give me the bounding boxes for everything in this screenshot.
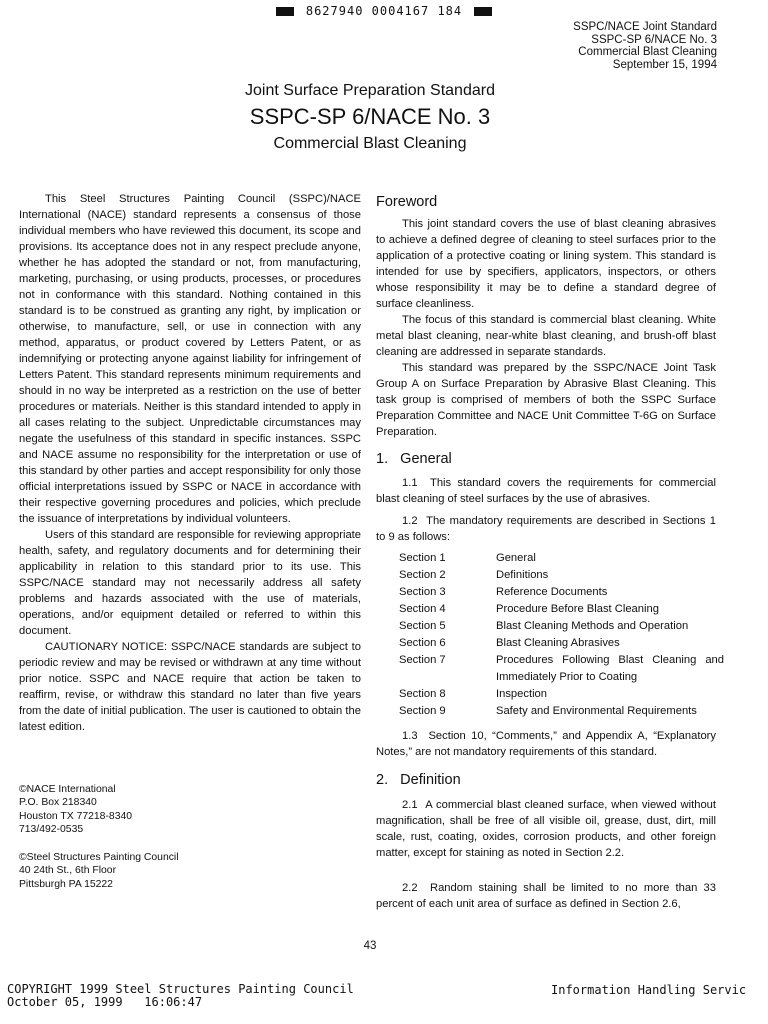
clause-text: Random staining shall be limited to no more than 33 percent of each unit area of surface as defined in Section 2.6, — [376, 882, 716, 910]
section-2-1 — [376, 797, 716, 861]
page-number: 43 — [363, 940, 377, 952]
section-number: Section 8 — [399, 688, 446, 700]
section-number: Section 5 — [399, 620, 446, 632]
foreword-paragraph: This joint standard covers the use of blast cleaning abrasives to achieve a defined degree of cleaning to steel surfaces prior to the application of a protective coating or lining system. This standard is intended for use by specifiers, applicators, inspectors, or others whose responsibility it may be to define a standard degree of surface cleanliness. — [376, 218, 716, 310]
section-name: Blast Cleaning Methods and Operation — [496, 620, 689, 632]
section-number: Section 2 — [399, 569, 446, 581]
section-number: Section 7 — [399, 654, 446, 666]
section-name: Reference Documents — [496, 586, 608, 598]
clause-number: 1.2 — [402, 515, 418, 527]
foreword-heading: Foreword — [376, 194, 438, 210]
sections-list-item — [399, 618, 724, 635]
document-code-text: 8627940 0004167 184 — [305, 4, 463, 18]
footer-publisher: Information Handling Servic — [551, 983, 747, 997]
document-code — [0, 4, 768, 18]
section-1-2 — [376, 513, 716, 545]
clause-number: 2.2 — [402, 882, 418, 894]
address-line: P.O. Box 218340 — [19, 797, 97, 809]
section-number: Section 1 — [399, 552, 446, 564]
address-line: 40 24th St., 6th Floor — [19, 865, 117, 877]
users-paragraph: Users of this standard are responsible for reviewing appropriate health, safety, and regulatory documents and for determining their applicability in relation to this standard prior to its use. This SSPC/NACE standard may not necessarily address all safety problems and hazards associated with the use of materials, operations, and/or equipment detailed or referred to within this document. — [19, 529, 361, 637]
disclaimer-paragraph: This Steel Structures Painting Council (SSPC)/NACE International (NACE) standard represents a consensus of those individual members who have reviewed this document, its scope and provisions. Its acceptance does not in any respect preclude anyone, whether he has adopted the standard or not, from manufacturing, marketing, purchasing, or using products, processes, or procedures not in conformance with this standard. Nothing contained in this standard is to be construed as granting any right, by implication or otherwise, to manufacture, sell, or use in connection with any method, apparatus, or product covered by Letters Patent, or as indemnifying or protecting anyone against liability for infringement of Letters Patent. This standard represents minimum requirements and should in no way be interpreted as a restriction on the use of better procedures or materials. Neither is this standard intended to apply in all cases relating to the subject. Unpredictable circumstances may negate the usefulness of this standard in specific instances. SSPC and NACE assume no responsibility for the interpretation or use of this standard by other parties and accept responsibility for only those official interpretations issued by SSPC or NACE in accordance with their respective governing procedures and policies, which preclude the issuance of interpretations by individual volunteers. — [19, 193, 361, 525]
sections-list-item — [399, 703, 724, 720]
section-number: Section 6 — [399, 637, 446, 649]
sections-list-item — [399, 652, 724, 686]
section-number: Section 4 — [399, 603, 446, 615]
section-number: Section 9 — [399, 705, 446, 717]
section-name: Inspection — [496, 688, 547, 700]
sections-list — [399, 550, 724, 720]
section-1-3 — [376, 728, 716, 760]
section-name: Definitions — [496, 569, 549, 581]
standard-number-title: SSPC-SP 6/NACE No. 3 — [249, 104, 491, 129]
section-name: Safety and Environmental Requirements — [496, 705, 697, 717]
general-heading: 1. General — [376, 451, 452, 467]
header-line: Commercial Blast Cleaning — [578, 46, 717, 58]
section-name: Blast Cleaning Abrasives — [496, 637, 620, 649]
section-2-2 — [376, 880, 716, 912]
definition-heading: 2. Definition — [376, 772, 461, 788]
clause-text: A commercial blast cleaned surface, when viewed without magnification, shall be free of all visible oil, grease, dust, dirt, mill scale, rust, coating, oxides, corrosion products, and other foreign matter, except for staining as noted in Section 2.2. — [376, 799, 716, 859]
foreword-paragraph: This standard was prepared by the SSPC/NACE Joint Task Group A on Surface Preparation by Abrasive Blast Cleaning. This task group is comprised of members of both the SSPC Surface Preparation Committee and NACE Unit Committee T-6G on Surface Preparation. — [376, 362, 716, 438]
cautionary-notice-paragraph: CAUTIONARY NOTICE: SSPC/NACE standards are subject to periodic review and may be revised or withdrawn at any time without prior notice. SSPC and NACE require that action be taken to reaffirm, revise, or withdraw this standard no later than five years from the date of initial publication. The user is cautioned to obtain the latest edition. — [19, 641, 361, 733]
clause-number: 2.1 — [402, 799, 418, 811]
foreword-text — [376, 216, 716, 440]
address-line: Pittsburgh PA 15222 — [19, 878, 113, 890]
clause-number: 1.3 — [402, 730, 418, 742]
footer-line: COPYRIGHT 1999 Steel Structures Painting Council — [7, 982, 354, 996]
sections-list-item — [399, 635, 724, 652]
sections-list-item — [399, 567, 724, 584]
clause-text: This standard covers the requirements for commercial blast cleaning of steel surfaces by the use of abrasives. — [376, 477, 717, 505]
address-line: Houston TX 77218-8340 — [19, 810, 133, 822]
standard-type-title: Joint Surface Preparation Standard — [245, 82, 495, 99]
section-1-1 — [376, 475, 716, 507]
sections-list-item — [399, 686, 724, 703]
black-bar-mark — [276, 7, 294, 16]
section-name: General — [496, 552, 536, 564]
foreword-paragraph: The focus of this standard is commercial blast cleaning. White metal blast cleaning, near-white blast cleaning, and brush-off blast cleaning are addressed in separate standards. — [376, 314, 716, 358]
section-name: Procedure Before Blast Cleaning — [496, 603, 659, 615]
nace-address — [19, 783, 319, 837]
clause-text: The mandatory requirements are described in Sections 1 to 9 as follows: — [376, 515, 717, 543]
standard-name-title: Commercial Blast Cleaning — [273, 135, 467, 152]
running-header — [573, 21, 717, 71]
sections-list-item — [399, 601, 724, 618]
clause-number: 1.1 — [402, 477, 418, 489]
left-column — [19, 191, 361, 735]
copyright-footer — [7, 983, 354, 1009]
sections-list-item — [399, 550, 724, 567]
sections-list-item — [399, 584, 724, 601]
section-name: Procedures Following Blast Cleaning and Immediately Prior to Coating — [496, 654, 724, 683]
header-date: September 15, 1994 — [612, 58, 717, 71]
address-line: ©NACE International — [19, 784, 116, 795]
clause-text: Section 10, “Comments,” and Appendix A, “Explanatory Notes,” are not mandatory requirements of this standard. — [376, 730, 716, 758]
header-line: SSPC-SP 6/NACE No. 3 — [591, 33, 717, 46]
address-line: ©Steel Structures Painting Council — [19, 852, 179, 863]
footer-line: October 05, 1999 16:06:47 — [7, 995, 203, 1009]
address-line: 713/492-0535 — [19, 824, 84, 836]
header-line: SSPC/NACE Joint Standard — [573, 21, 717, 33]
sspc-address — [19, 851, 319, 891]
black-bar-mark — [474, 7, 492, 16]
section-number: Section 3 — [399, 586, 446, 598]
